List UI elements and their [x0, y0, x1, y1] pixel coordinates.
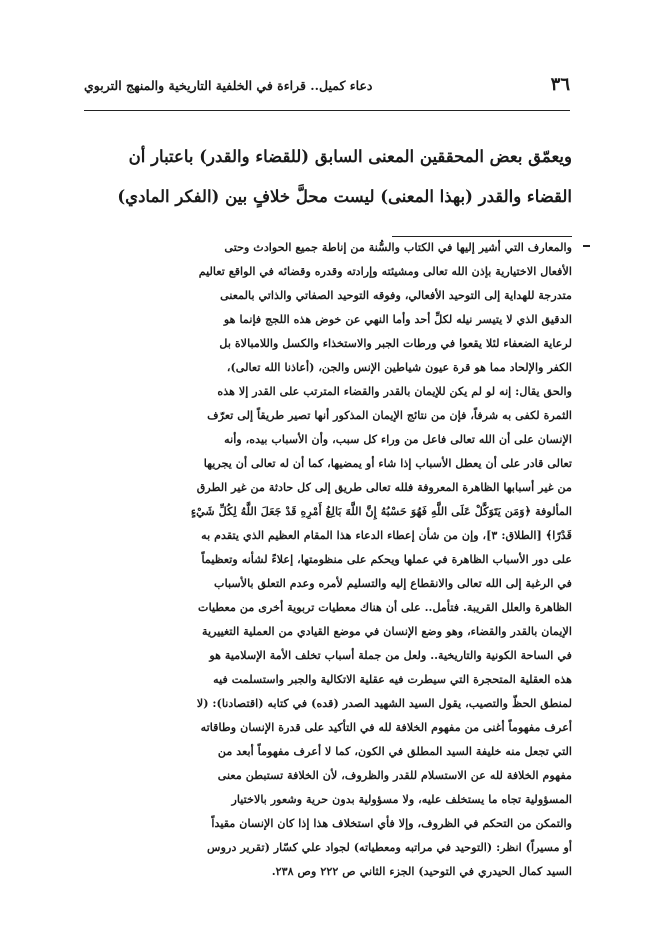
footnote-line: الإيمان بالقدر والقضاء، وهو وضع الإنسان في موضع القيادي من العملية التغييرية — [201, 624, 572, 638]
footnote-line: المألوفة ﴿وَمَن يَتَوَكَّلْ عَلَى اللَّهِ فَهُوَ حَسْبُهُ إِنَّ اللَّهَ بَالِغُ أَمْرِهِ قَدْ جَعَلَ اللَّهُ لِكُلِّ شَيْءٍ — [190, 504, 572, 518]
footnote-line: في الرغبة إلى الله تعالى والانقطاع إليه والتسليم لأمره وعدم التعلق بالأسباب — [214, 576, 572, 590]
footnote-marker — [583, 245, 590, 247]
running-header — [84, 70, 570, 110]
running-title: دعاء كميل.. قراءة في الخلفية التاريخية والمنهج التربوي — [84, 78, 373, 93]
footnote-line: مفهوم الخلافة لله عن الاستسلام للقدر والظروف، لأن الخلافة تستبطن معنى — [217, 768, 572, 782]
footnote-line: لمنطق الحظّ والتصيب، يقول السيد الشهيد الصدر (قده) في كتابه (اقتصادنا): (لا — [196, 696, 572, 710]
footnote-line: على دور الأسباب الظاهرة في عملها ويحكم على منظومتها، إعلاءً لشأنه وتعظيماً — [201, 552, 572, 566]
footnote-line: الإنسان على أن الله تعالى فاعل من وراء كل سبب، وأن الأسباب بيده، وأنه — [224, 432, 572, 446]
footnote-line: في الساحة الكونية والتاريخية.. ولعل من جملة أسباب تخلف الأمة الإسلامية هو — [209, 648, 572, 662]
footnote-line: تعالى قادر على أن يعطل الأسباب إذا شاء أو يمضيها، كما أن له تعالى أن يجريها — [203, 456, 572, 470]
footnote-line: والتمكن من التحكم في الظروف، وإلا فأي استخلاف هذا إذا كان الإنسان مقيداً — [211, 816, 572, 830]
footnote-line: والمعارف التي أشير إليها في الكتاب والسُّنة من إناطة جميع الحوادث وحتى — [224, 240, 572, 254]
footnote-line: الظاهرة والعلل القريبة. فتأمل.. على أن هناك معطيات تربوية أخرى من معطيات — [198, 600, 572, 614]
footnote-line: والحق يقال: إنه لو لم يكن للإيمان بالقدر والقضاء المترتب على القدر إلا هذه — [217, 384, 572, 398]
footnote-line: الكفر والإلحاد مما هو قرة عيون شياطين الإنس والجن، (أعاذنا الله تعالى)، — [226, 360, 572, 374]
footnote-line: من غير أسبابها الظاهرة المعروفة فلله تعالى طريق إلى كل حادثة من غير الطرق — [196, 480, 572, 494]
footnote-line: لرعاية الضعفاء لئلا يقعوا في ورطات الجبر والاستخذاء والكسل واللامبالاة بل — [219, 336, 572, 350]
footnote-line: السيد كمال الحيدري في التوحيد) الجزء الثاني ص ٢٢٢ وص ٢٣٨. — [271, 864, 572, 878]
footnote-line: أو مسيراً) انظر: (التوحيد في مراتبه ومعطياته) لجواد علي كسّار (تقرير دروس — [207, 840, 572, 854]
footnote — [90, 235, 572, 883]
footnote-line: هذه العقلية المتحجرة التي سيطرت فيه عقلية الاتكالية والجبر واستسلمت فيه — [213, 672, 572, 686]
footnote-line: قَدْرًا﴾ [الطلاق: ٣]، وإن من شأن إعطاء الدعاء هذا المقام العظيم الذي يتقدم به — [201, 528, 572, 542]
footnote-line: الدقيق الذي لا يتيسر نيله لكلِّ أحد وأما النهي عن خوض هذه اللجج فإنما هو — [223, 312, 572, 326]
footnote-line: الأفعال الاختيارية بإذن الله تعالى ومشيئته وإرادته وقدره وقضائه في الواقع تعاليم — [198, 264, 572, 278]
footnote-line: التي تجعل منه خليفة السيد المطلق في الكون، كما لا أعرف مفهوماً أبعد من — [217, 744, 572, 758]
main-paragraph — [90, 137, 572, 217]
footnote-line: أعرف مفهوماً أغنى من مفهوم الخلافة لله في التأكيد على قدرة الإنسان وطاقاته — [200, 720, 572, 734]
main-line: ويعمّق بعض المحققين المعنى السابق (للقضاء والقدر) باعتبار أن — [128, 147, 572, 166]
header-rule — [84, 110, 570, 111]
footnote-line: متدرجة للهداية إلى التوحيد الأفعالي، وفوقه التوحيد الصفاتي والذاتي بالمعنى — [220, 288, 572, 302]
page-number: ٣٦ — [550, 74, 570, 95]
footnote-line: الثمرة لكفى به شرفاً، فإن من نتائج الإيمان المذكور أنها تصير طريقاً إلى تعرّف — [207, 408, 572, 422]
footnote-line: المسؤولية تجاه ما يستخلف عليه، ولا مسؤولية بدون حرية وشعور بالاختيار — [231, 792, 572, 806]
main-line: القضاء والقدر (بهذا المعنى) ليست محلَّ خلافٍ بين (الفكر المادي) — [117, 187, 572, 206]
